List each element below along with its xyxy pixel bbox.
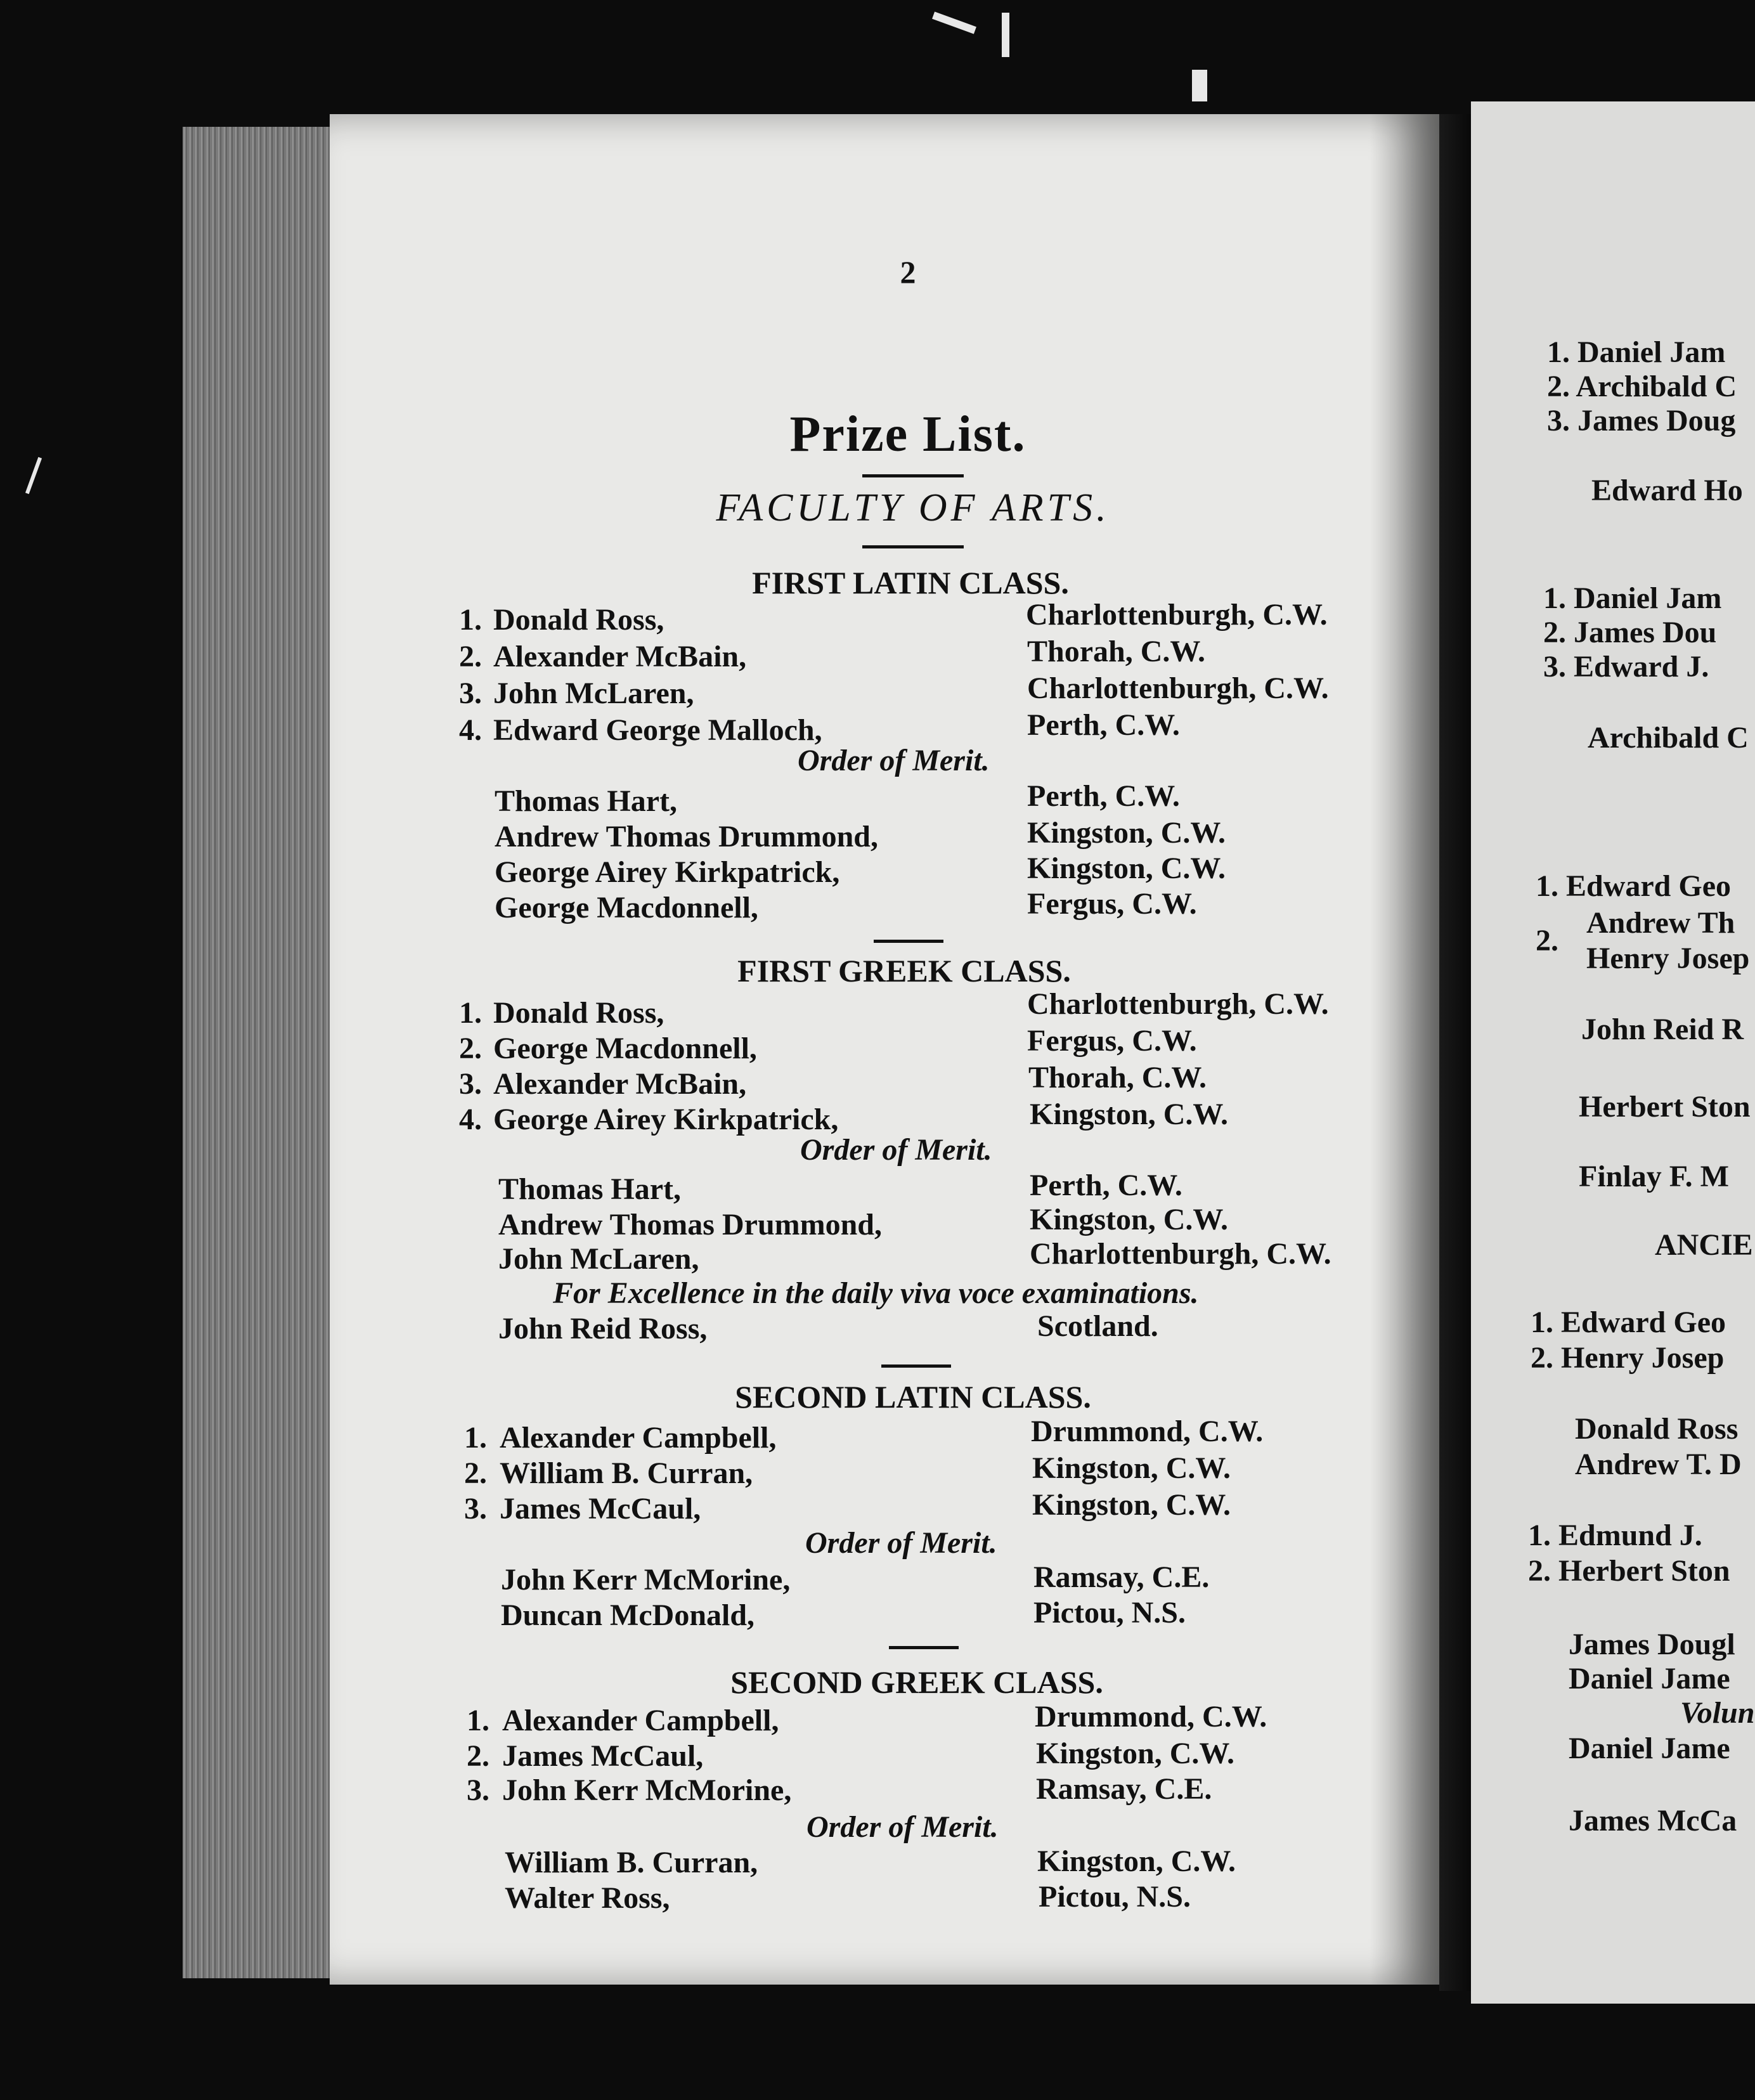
rank-number: 2. — [467, 1739, 489, 1773]
student-name: Donald Ross, — [493, 603, 664, 637]
right-page-line: 3. James Doug — [1547, 404, 1736, 438]
rank-number: 3. — [467, 1773, 489, 1807]
section-title: SECOND LATIN CLASS. — [735, 1379, 1091, 1415]
student-name: Alexander Campbell, — [500, 1421, 777, 1455]
rank-number: 1. — [467, 1704, 489, 1737]
right-page-line: Edward Ho — [1591, 474, 1743, 507]
student-place: Scotland. — [1037, 1309, 1158, 1343]
student-place: Charlottenburgh, C.W. — [1030, 1237, 1331, 1271]
dust-speck — [25, 457, 42, 494]
dust-speck — [1002, 13, 1009, 57]
student-name: John McLaren, — [498, 1242, 699, 1276]
student-name: Andrew Thomas Drummond, — [498, 1208, 882, 1241]
student-name: John Kerr McMorine, — [501, 1563, 791, 1597]
order-of-merit-label: Order of Merit. — [806, 1810, 999, 1844]
rank-number: 4. — [459, 713, 482, 747]
student-place: Pictou, N.S. — [1039, 1880, 1191, 1914]
student-name: Thomas Hart, — [498, 1172, 681, 1206]
student-place: Kingston, C.W. — [1030, 1098, 1228, 1131]
student-name: George Macdonnell, — [495, 891, 758, 924]
rank-number: 1. — [459, 996, 482, 1030]
faculty-heading: FACULTY OF ARTS. — [716, 486, 1110, 529]
right-page-line: John Reid R — [1581, 1013, 1744, 1046]
student-place: Fergus, C.W. — [1027, 1024, 1197, 1058]
heading-rule — [862, 474, 964, 477]
right-page-line: 2. Archibald C — [1547, 370, 1737, 403]
dust-speck — [932, 11, 976, 34]
student-name: Duncan McDonald, — [501, 1598, 755, 1632]
right-page-line: James McCa — [1569, 1804, 1737, 1838]
student-place: Pictou, N.S. — [1033, 1596, 1186, 1630]
excellence-label: For Excellence in the daily viva voce examinations. — [553, 1276, 1199, 1310]
student-name: William B. Curran, — [500, 1456, 753, 1490]
student-name: Edward George Malloch, — [493, 713, 822, 747]
right-page-line: Finlay F. M — [1579, 1160, 1729, 1193]
student-place: Kingston, C.W. — [1032, 1451, 1231, 1485]
right-page-line: 1. Daniel Jam — [1543, 581, 1722, 615]
student-name: Andrew Thomas Drummond, — [495, 820, 878, 853]
right-page-line: 2. Herbert Ston — [1528, 1554, 1730, 1588]
right-page-line: 2. — [1536, 924, 1558, 957]
student-place: Drummond, C.W. — [1035, 1700, 1267, 1734]
right-page-line: Andrew Th — [1586, 906, 1735, 940]
rank-number: 2. — [459, 1032, 482, 1065]
section-rule — [881, 1364, 951, 1368]
section-rule — [874, 940, 943, 943]
right-page-line: Volun — [1680, 1696, 1755, 1730]
student-place: Kingston, C.W. — [1027, 852, 1226, 885]
right-page-line: James Dougl — [1569, 1628, 1735, 1661]
student-place: Charlottenburgh, C.W. — [1027, 671, 1329, 705]
order-of-merit-label: Order of Merit. — [805, 1526, 997, 1560]
student-name: James McCaul, — [500, 1492, 701, 1526]
student-name: John Reid Ross, — [498, 1312, 708, 1345]
student-name: Thomas Hart, — [495, 784, 677, 818]
section-title: FIRST LATIN CLASS. — [752, 565, 1069, 600]
student-place: Charlottenburgh, C.W. — [1027, 987, 1329, 1021]
student-name: Alexander McBain, — [493, 640, 747, 673]
student-name: Alexander McBain, — [493, 1067, 747, 1101]
section-rule — [889, 1646, 959, 1649]
faculty-rule — [862, 545, 964, 548]
right-page-line: Daniel Jame — [1569, 1662, 1730, 1695]
rank-number: 2. — [464, 1456, 487, 1490]
student-place: Thorah, C.W. — [1028, 1061, 1207, 1094]
student-name: George Airey Kirkpatrick, — [495, 855, 840, 889]
rank-number: 1. — [464, 1421, 487, 1455]
student-place: Kingston, C.W. — [1032, 1488, 1231, 1522]
student-name: James McCaul, — [502, 1739, 704, 1773]
student-place: Perth, C.W. — [1027, 708, 1180, 742]
right-page-line: 1. Edward Geo — [1531, 1306, 1726, 1339]
student-place: Kingston, C.W. — [1036, 1737, 1234, 1770]
dust-speck — [1192, 70, 1207, 101]
student-name: Walter Ross, — [505, 1881, 670, 1915]
student-place: Thorah, C.W. — [1027, 635, 1205, 668]
student-place: Ramsay, C.E. — [1033, 1560, 1210, 1594]
right-page-line: Archibald C — [1588, 721, 1749, 755]
student-place: Perth, C.W. — [1027, 779, 1180, 813]
rank-number: 4. — [459, 1103, 482, 1136]
right-page-line: 3. Edward J. — [1543, 650, 1709, 684]
student-place: Kingston, C.W. — [1027, 816, 1226, 850]
right-page-line: Donald Ross — [1575, 1412, 1739, 1446]
right-page-line: 1. Daniel Jam — [1547, 335, 1726, 369]
order-of-merit-label: Order of Merit. — [798, 744, 990, 777]
section-title: SECOND GREEK CLASS. — [730, 1664, 1103, 1700]
order-of-merit-label: Order of Merit. — [800, 1133, 992, 1167]
right-page-line: 2. James Dou — [1543, 616, 1717, 649]
student-place: Drummond, C.W. — [1031, 1415, 1264, 1448]
rank-number: 3. — [459, 677, 482, 710]
rank-number: 1. — [459, 603, 482, 637]
page-shadow — [1370, 114, 1446, 1985]
student-name: George Airey Kirkpatrick, — [493, 1103, 839, 1136]
right-page-line: ANCIE — [1655, 1228, 1753, 1262]
student-name: William B. Curran, — [505, 1846, 758, 1879]
student-place: Perth, C.W. — [1030, 1169, 1182, 1202]
right-page-line: Henry Josep — [1586, 942, 1750, 975]
section-title: FIRST GREEK CLASS. — [737, 953, 1071, 988]
rank-number: 3. — [459, 1067, 482, 1101]
student-name: Donald Ross, — [493, 996, 664, 1030]
rank-number: 2. — [459, 640, 482, 673]
student-name: John Kerr McMorine, — [502, 1773, 792, 1807]
student-place: Charlottenburgh, C.W. — [1026, 598, 1328, 632]
right-page-line: 2. Henry Josep — [1531, 1341, 1725, 1375]
prize-list-heading: Prize List. — [789, 406, 1026, 462]
right-page-line: Herbert Ston — [1579, 1090, 1751, 1124]
student-name: John McLaren, — [493, 677, 694, 710]
right-page-line: Andrew T. D — [1575, 1448, 1742, 1481]
page-number: 2 — [900, 254, 916, 290]
book-page-edges — [183, 127, 347, 1978]
student-name: George Macdonnell, — [493, 1032, 757, 1065]
rank-number: 3. — [464, 1492, 487, 1526]
right-page-line: 1. Edmund J. — [1528, 1519, 1702, 1552]
student-place: Kingston, C.W. — [1030, 1203, 1228, 1236]
student-place: Kingston, C.W. — [1037, 1844, 1236, 1878]
student-name: Alexander Campbell, — [502, 1704, 779, 1737]
student-place: Ramsay, C.E. — [1036, 1772, 1212, 1806]
student-place: Fergus, C.W. — [1027, 887, 1197, 921]
right-page-line: 1. Edward Geo — [1536, 869, 1732, 903]
right-page-line: Daniel Jame — [1569, 1732, 1730, 1765]
